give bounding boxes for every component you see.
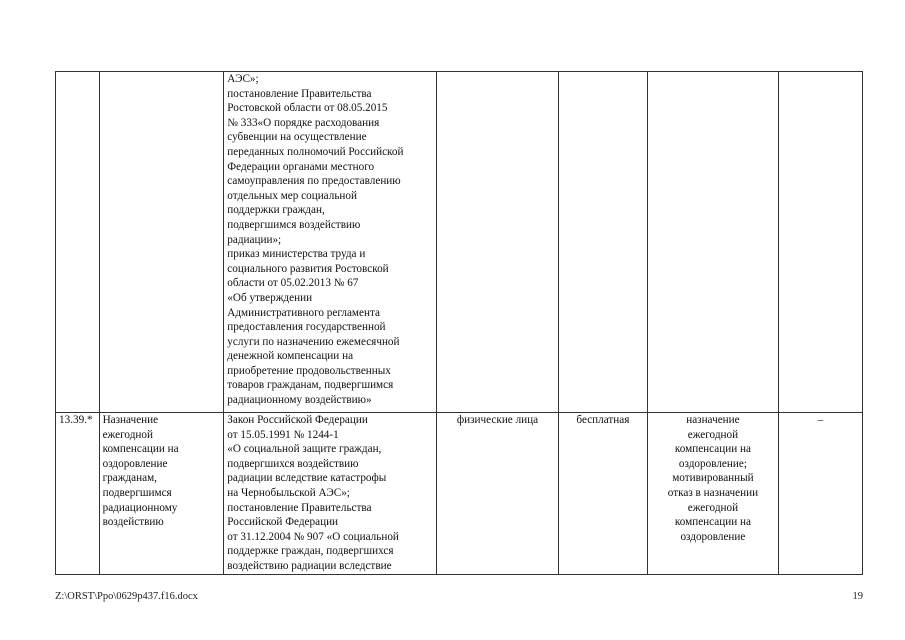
cell-number: 13.39.* [56,413,100,575]
text-line: радиационному воздействию» [227,394,372,407]
text-line: постановление Правительства [227,501,372,514]
cell-number [56,72,100,413]
cell-result [648,72,779,413]
text-line: области от 05.02.2013 № 67 [227,277,359,290]
text-line: радиации»; [227,233,282,246]
text-line: АЭС»; [227,73,259,85]
text-line: Российской Федерации [227,516,339,529]
text-line: от 31.12.2004 № 907 «О социальной [227,530,399,543]
text-line: подвергшимся воздействию [227,218,361,231]
text-line: радиации вследствие катастрофы [227,472,387,485]
text-line: субвенции на осуществление [227,131,367,144]
text-line: денежной компенсации на [227,350,354,363]
text-line: переданных полномочий Российской [227,145,404,158]
text-line: назначение [686,414,740,426]
footer-file-path: Z:\ORST\Ppo\0629p437.f16.docx [55,591,198,602]
text-line: оздоровление; [678,457,747,470]
text-line: услуги по назначению ежемесячной [227,335,400,348]
text-line: товаров гражданам, подвергшимся [227,379,394,392]
text-line: ежегодной [687,501,739,514]
text-line: «Об утверждении [227,291,313,304]
text-line: воздействию [102,516,164,529]
text-line: воздействию радиации вследствие [227,559,392,572]
text-line: гражданам, [102,472,157,485]
services-table [55,71,863,575]
cell-note [778,72,862,413]
cell-payment [558,72,647,413]
cell-service-name [99,413,224,575]
text-line: подвергшимся [102,486,172,499]
text-line: ежегодной [687,428,739,441]
text-line: «О социальной защите граждан, [227,443,382,456]
text-line: оздоровление [680,530,746,543]
text-line: приобретение продовольственных [227,364,391,377]
text-line: Административного регламента [227,306,380,319]
text-line: поддержке граждан, подвергшихся [227,545,394,558]
table-row-13-39 [56,413,863,575]
footer-page-number: 19 [852,591,863,602]
cell-payment: бесплатная [558,413,647,575]
text-line: ежегодной [102,428,153,441]
text-line: социального развития Ростовской [227,262,389,275]
text-line: компенсации на [102,443,179,456]
text-line: мотивированный [672,472,754,485]
text-line: самоуправления по предоставлению [227,175,401,188]
text-line: приказ министерства труда и [227,248,366,261]
text-line: Ростовской области от 08.05.2015 [227,102,388,115]
text-line: поддержки граждан, [227,204,325,217]
text-line: постановление Правительства [227,87,372,100]
cell-recipients [437,72,559,413]
text-line: отказ в назначении [667,486,759,499]
table-row-continued [56,72,863,413]
cell-legal-basis [224,72,437,413]
cell-service-name [99,72,224,413]
cell-legal-basis [224,413,437,575]
text-line: № 333«О порядке расходования [227,116,380,129]
text-line: от 15.05.1991 № 1244-1 [227,428,339,441]
text-line: компенсации на [674,516,751,529]
text-line: Назначение [102,414,159,426]
text-line: предоставления государственной [227,321,386,334]
text-line: оздоровление [102,457,168,470]
text-line: Закон Российской Федерации [227,414,368,426]
text-line: подвергшихся воздействию [227,457,359,470]
text-line: Федерации органами местного [227,160,375,173]
text-line: на Чернобыльской АЭС»; [227,486,350,499]
text-line: отдельных мер социальной [227,189,357,202]
text-line: компенсации на [674,443,751,456]
cell-result [648,413,779,575]
cell-note: – [778,413,862,575]
cell-recipients: физические лица [437,413,559,575]
text-line: радиационному [102,501,178,514]
